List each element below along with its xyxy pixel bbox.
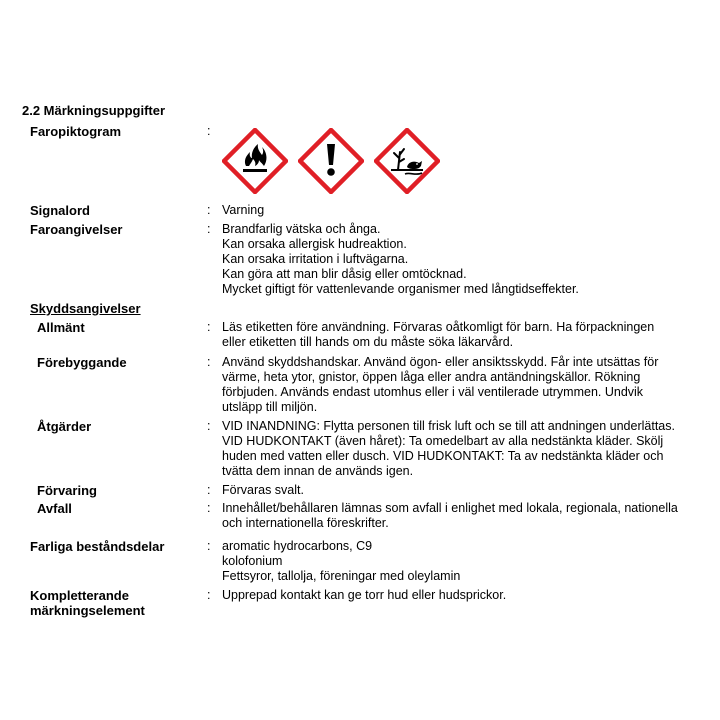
flame-pictogram-icon (222, 128, 288, 194)
prevention-line: utsläpp till miljön. (222, 400, 318, 414)
colon: : (207, 203, 211, 217)
prevention-line: förbjuden. Används endast utomhus eller i väl ventilerade utrymmen. Undvik (222, 385, 644, 399)
hazard-statement-line: Kan orsaka irritation i luftvägarna. (222, 252, 409, 266)
label-disposal: Avfall (37, 501, 72, 516)
prevention-line: värme, heta ytor, gnistor, öppen låga eller andra antändningskällor. Rökning (222, 370, 641, 384)
hazard-statement-line: Kan göra att man blir dåsig eller omtöcknad. (222, 267, 467, 281)
colon: : (207, 355, 211, 369)
value-general (222, 320, 702, 350)
response-line: huden med vatten eller dusch. VID HUDKONTAKT: Ta av nedstänkta kläder och (222, 449, 664, 463)
value-storage: Förvaras svalt. (222, 483, 304, 497)
value-signal-word: Varning (222, 203, 265, 217)
label-supplemental-line: Kompletterande (30, 588, 129, 603)
colon: : (207, 539, 211, 553)
colon: : (207, 222, 211, 236)
label-supplemental (30, 588, 200, 618)
value-hazardous-components (222, 539, 702, 584)
component-line: kolofonium (222, 554, 283, 568)
hazard-statement-line: Mycket giftigt för vattenlevande organismer med långtidseffekter. (222, 282, 579, 296)
label-signal-word: Signalord (30, 203, 90, 218)
label-hazard-statements: Faroangivelser (30, 222, 123, 237)
label-supplemental-line: märkningselement (30, 603, 145, 618)
environment-pictogram-icon (374, 128, 440, 194)
hazard-statement-line: Brandfarlig vätska och ånga. (222, 222, 381, 236)
component-line: aromatic hydrocarbons, C9 (222, 539, 373, 553)
label-response: Åtgärder (37, 419, 92, 434)
label-pictograms: Faropiktogram (30, 124, 122, 139)
value-disposal (222, 501, 702, 531)
response-line: tvätta dem innan de används igen. (222, 464, 414, 478)
label-general: Allmänt (37, 320, 85, 335)
value-hazard-statements (222, 222, 702, 297)
general-line: Läs etiketten före användning. Förvaras oåtkomligt för barn. Ha förpackningen (222, 320, 655, 334)
disposal-line: och internationella föreskrifter. (222, 516, 389, 530)
response-line: VID HUDKONTAKT (även håret): Ta omedelbart av alla nedstänkta kläder. Skölj (222, 434, 664, 448)
disposal-line: Innehållet/behållaren lämnas som avfall i enlighet med lokala, regionala, nationella (222, 501, 678, 515)
colon: : (207, 320, 211, 334)
prevention-line: Använd skyddshandskar. Använd ögon- eller ansiktsskydd. Får inte utsättas för (222, 355, 659, 369)
hazard-statement-line: Kan orsaka allergisk hudreaktion. (222, 237, 407, 251)
colon: : (207, 419, 211, 433)
label-hazardous-components: Farliga beståndsdelar (30, 539, 165, 554)
general-line: eller etiketten till hands om du måste söka läkarvård. (222, 335, 514, 349)
value-prevention (222, 355, 702, 415)
colon: : (207, 124, 211, 138)
component-line: Fettsyror, tallolja, föreningar med oleylamin (222, 569, 461, 583)
colon: : (207, 501, 211, 515)
colon: : (207, 483, 211, 497)
label-prevention: Förebyggande (37, 355, 127, 370)
value-supplemental: Upprepad kontakt kan ge torr hud eller hudsprickor. (222, 588, 507, 602)
label-precautionary: Skyddsangivelser (30, 301, 141, 316)
exclamation-pictogram-icon (298, 128, 364, 194)
section-title: 2.2 Märkningsuppgifter (22, 103, 166, 118)
colon: : (207, 588, 211, 602)
value-response (222, 419, 702, 479)
label-storage: Förvaring (37, 483, 97, 498)
response-line: VID INANDNING: Flytta personen till frisk luft och se till att andningen underlättas. (222, 419, 675, 433)
